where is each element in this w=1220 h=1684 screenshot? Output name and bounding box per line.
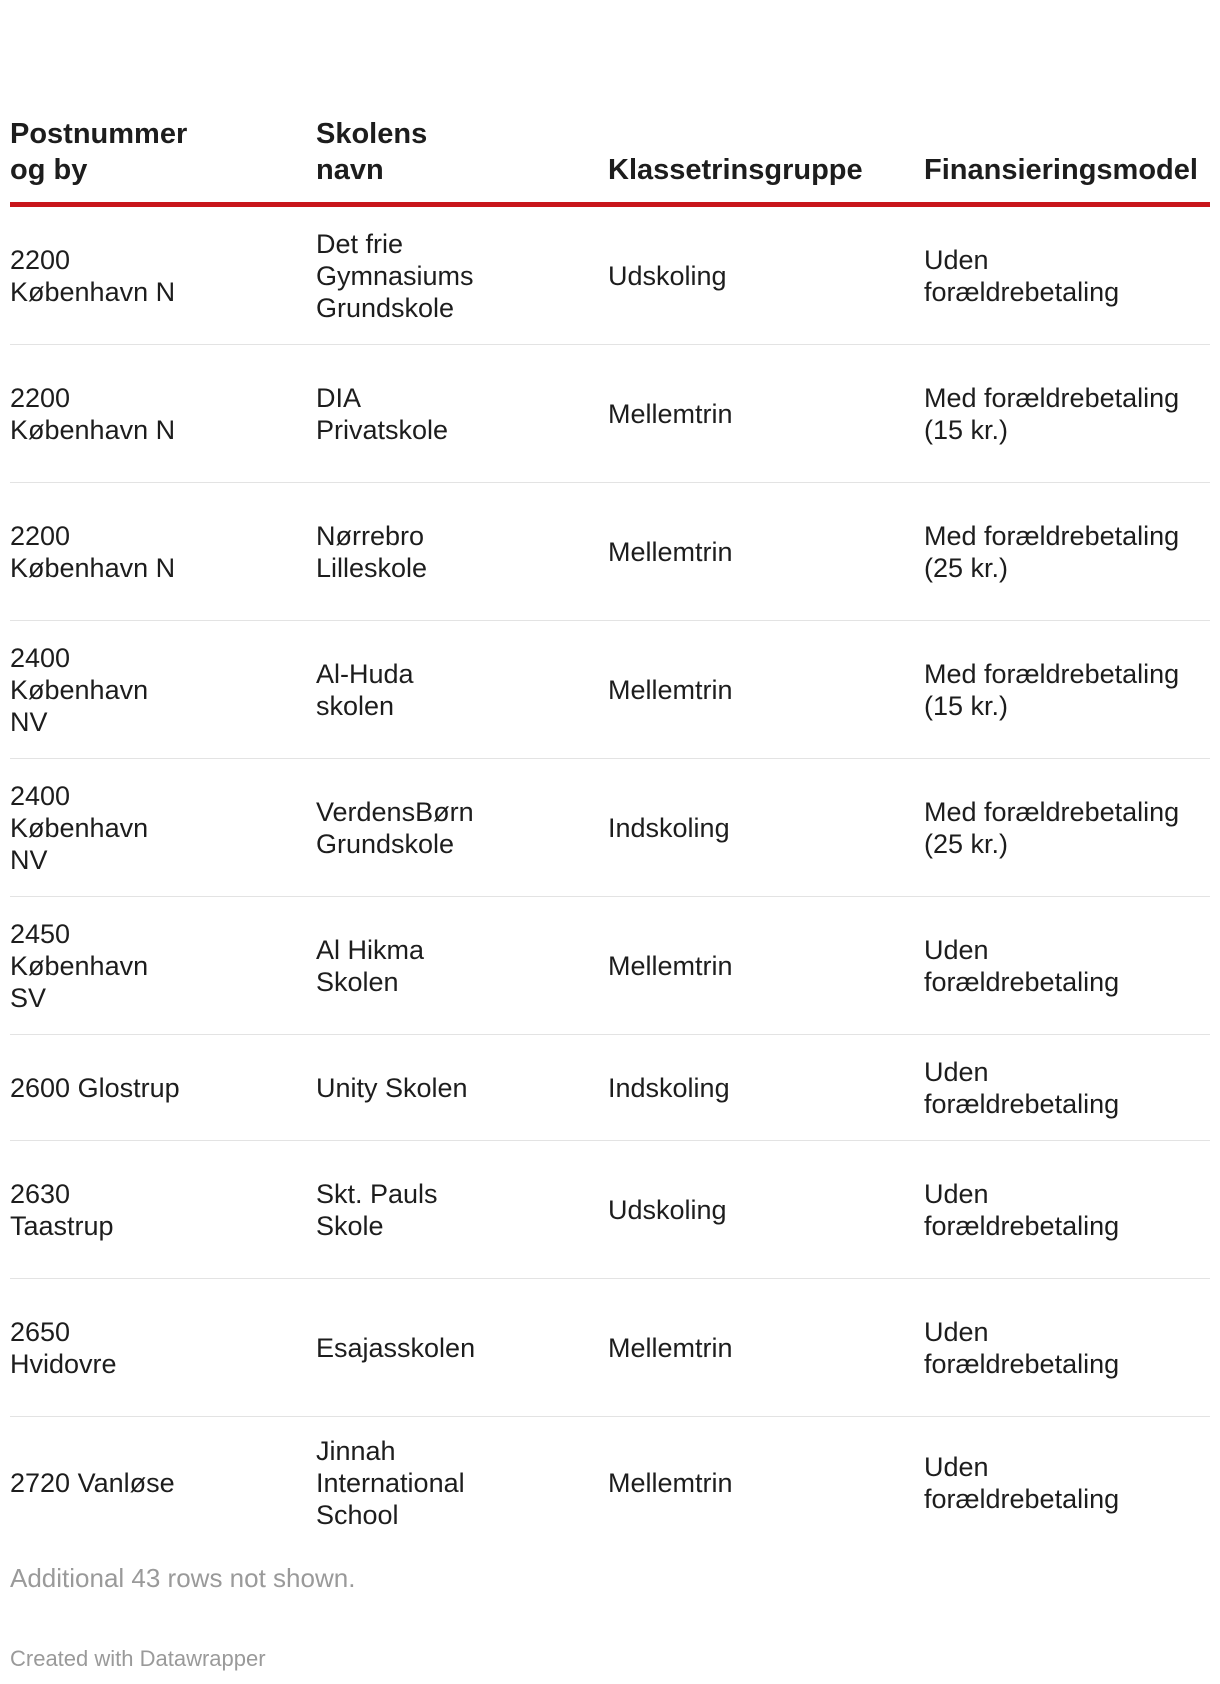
cell-klassetrin: Mellemtrin bbox=[608, 345, 924, 483]
table-row bbox=[10, 483, 1210, 621]
cell-skole: Det frie Gymnasiums Grundskole bbox=[316, 205, 608, 345]
cell-klassetrin: Udskoling bbox=[608, 1141, 924, 1279]
column-header-klassetrinsgruppe[interactable]: Klassetrinsgruppe bbox=[608, 116, 924, 205]
cell-finansiering: Med forældrebetaling (15 kr.) bbox=[924, 621, 1210, 759]
cell-postnummer: 2600 Glostrup bbox=[10, 1035, 316, 1141]
cell-skole: Unity Skolen bbox=[316, 1035, 608, 1141]
hidden-rows-note: Additional 43 rows not shown. bbox=[10, 1563, 356, 1593]
cell-skole: Skt. Pauls Skole bbox=[316, 1141, 608, 1279]
cell-skole: DIA Privatskole bbox=[316, 345, 608, 483]
cell-finansiering: Uden forældrebetaling bbox=[924, 1035, 1210, 1141]
cell-postnummer: 2200 København N bbox=[10, 205, 316, 345]
cell-skole: Esajasskolen bbox=[316, 1279, 608, 1417]
cell-klassetrin: Mellemtrin bbox=[608, 1279, 924, 1417]
cell-finansiering: Uden forældrebetaling bbox=[924, 897, 1210, 1035]
cell-skole: VerdensBørn Grundskole bbox=[316, 759, 608, 897]
cell-postnummer: 2400 København NV bbox=[10, 621, 316, 759]
cell-klassetrin: Indskoling bbox=[608, 1035, 924, 1141]
cell-klassetrin: Mellemtrin bbox=[608, 897, 924, 1035]
cell-skole: Al Hikma Skolen bbox=[316, 897, 608, 1035]
cell-klassetrin: Udskoling bbox=[608, 205, 924, 345]
cell-finansiering: Med forældrebetaling (15 kr.) bbox=[924, 345, 1210, 483]
schools-table bbox=[10, 116, 1210, 1549]
cell-finansiering: Uden forældrebetaling bbox=[924, 1141, 1210, 1279]
cell-postnummer: 2630 Taastrup bbox=[10, 1141, 316, 1279]
cell-postnummer: 2650 Hvidovre bbox=[10, 1279, 316, 1417]
cell-klassetrin: Mellemtrin bbox=[608, 483, 924, 621]
cell-finansiering: Uden forældrebetaling bbox=[924, 1452, 1120, 1514]
table-row bbox=[10, 205, 1210, 345]
column-header-skolens-navn[interactable]: Skolens navn bbox=[316, 116, 608, 205]
cell-postnummer: 2450 København SV bbox=[10, 897, 316, 1035]
cell-postnummer: 2200 København N bbox=[10, 483, 316, 621]
cell-klassetrin: Mellemtrin bbox=[608, 1468, 733, 1498]
cell-postnummer: 2400 København NV bbox=[10, 759, 316, 897]
cell-skole: Jinnah International School bbox=[316, 1436, 465, 1530]
cell-postnummer: 2720 Vanløse bbox=[10, 1468, 175, 1498]
cell-klassetrin: Mellemtrin bbox=[608, 621, 924, 759]
cell-finansiering: Med forældrebetaling (25 kr.) bbox=[924, 759, 1210, 897]
cell-skole: Nørrebro Lilleskole bbox=[316, 483, 608, 621]
table-row bbox=[10, 1141, 1210, 1279]
table-row bbox=[10, 1035, 1210, 1141]
column-header-finansieringsmodel[interactable]: Finansieringsmodel bbox=[924, 116, 1210, 205]
table-header-row bbox=[10, 116, 1210, 205]
table-container bbox=[10, 0, 1210, 1671]
cell-finansiering: Uden forældrebetaling bbox=[924, 205, 1210, 345]
table-row bbox=[10, 621, 1210, 759]
cell-postnummer: 2200 København N bbox=[10, 345, 316, 483]
table-row bbox=[10, 897, 1210, 1035]
table-row bbox=[10, 1279, 1210, 1417]
column-header-postnummer[interactable]: Postnummer og by bbox=[10, 116, 316, 205]
cell-klassetrin: Indskoling bbox=[608, 759, 924, 897]
table-row bbox=[10, 1417, 1210, 1550]
cell-finansiering: Uden forældrebetaling bbox=[924, 1279, 1210, 1417]
cell-skole: Al-Huda skolen bbox=[316, 621, 608, 759]
datawrapper-credit[interactable]: Created with Datawrapper bbox=[10, 1646, 266, 1671]
table-row bbox=[10, 759, 1210, 897]
table-row bbox=[10, 345, 1210, 483]
cell-finansiering: Med forældrebetaling (25 kr.) bbox=[924, 483, 1210, 621]
